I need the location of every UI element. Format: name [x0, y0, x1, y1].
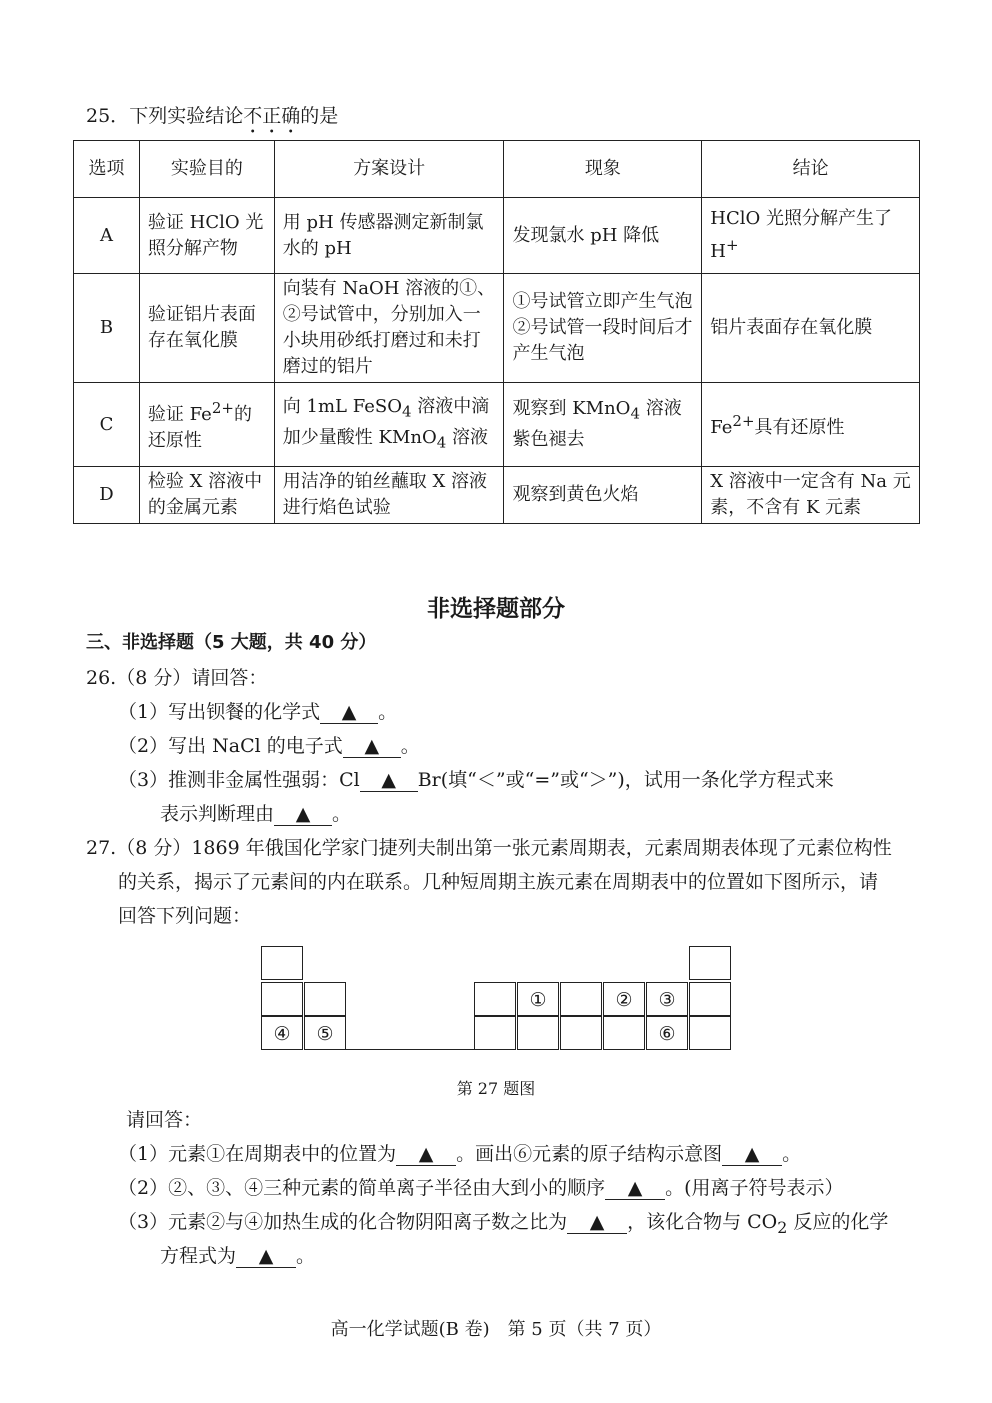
q27-sub2-end: 。(用离子符号表示） [665, 1177, 844, 1199]
q27-line3: 回答下列问题： [118, 905, 252, 927]
pt-cell-element-1: ① [517, 982, 559, 1016]
q26-part1-end: 。 [378, 701, 398, 723]
table-row [74, 383, 920, 467]
figure-caption: 第 27 题图 [456, 1079, 536, 1098]
q27-sub2-text: （2）②、③、④三种元素的简单离子半径由大到小的顺序 [118, 1177, 606, 1199]
table-row [74, 198, 920, 274]
q27-sub3-text: （3）元素②与④加热生成的化合物阴阳离子数之比为 [118, 1211, 568, 1233]
question-text: 下列实验结论 [129, 105, 244, 127]
design-cell: 用 pH 传感器测定新制氯水的 pH [274, 198, 504, 274]
design-cell: 用洁净的铂丝蘸取 X 溶液进行焰色试验 [274, 467, 504, 524]
q27-sub3-text-2: ，该化合物与 $CO_2$ 反应的化学 [627, 1211, 889, 1237]
pt-cell-element-4: ④ [261, 1016, 303, 1050]
q27-sub3-end: 。 [296, 1245, 316, 1267]
pt-cell [304, 982, 346, 1016]
header-conclusion: 结论 [702, 141, 920, 198]
q26-part3-text: （3）推测非金属性强弱：Cl [118, 769, 360, 791]
q27-sub1-text-2: 。画出⑥元素的原子结构示意图 [456, 1143, 723, 1165]
pt-cell [261, 946, 303, 980]
q27-sub3-equation-label: 方程式为 [160, 1245, 237, 1267]
q27-line2: 的关系，揭示了元素间的内在联系。几种短周期主族元素在周期表中的位置如下图所示，请 [118, 871, 879, 893]
option-cell: A [74, 198, 140, 274]
q27-sub1-end: 。 [782, 1143, 802, 1165]
pt-cell-element-5: ⑤ [304, 1016, 346, 1050]
q26-part3-reason: 表示判断理由 [160, 803, 275, 825]
pt-cell-element-3: ③ [646, 982, 688, 1016]
section-title: 非选择题部分 [427, 596, 565, 622]
q26-part2 [118, 729, 420, 763]
pt-cell [517, 1016, 559, 1050]
answer-blank[interactable]: ▲ [722, 1143, 782, 1166]
emphasized-text: 不正确 [243, 105, 301, 127]
pt-baseline [345, 1049, 475, 1050]
phenomenon-cell: 发现氯水 pH 降低 [504, 198, 702, 274]
answer-blank[interactable]: ▲ [605, 1177, 665, 1200]
question-number: 25． [86, 105, 130, 127]
pt-cell-element-2: ② [603, 982, 645, 1016]
answer-blank[interactable]: ▲ [320, 701, 378, 724]
q27-line1: 27.（8 分）1869 年俄国化学家门捷列夫制出第一张元素周期表，元素周期表体现了元素位构性 [86, 837, 892, 859]
pt-cell [689, 982, 731, 1016]
answer-blank[interactable]: ▲ [396, 1143, 456, 1166]
answer-blank[interactable]: ▲ [236, 1245, 296, 1268]
pt-cell [474, 1016, 516, 1050]
header-phenomenon: 现象 [504, 141, 702, 198]
header-design: 方案设计 [274, 141, 504, 198]
header-option: 选项 [74, 141, 140, 198]
table-header-row [74, 141, 920, 198]
table-row [74, 467, 920, 524]
q27-sub2 [118, 1171, 844, 1205]
phenomenon-cell: ①号试管立即产生气泡 ②号试管一段时间后才产生气泡 [504, 274, 702, 383]
q26-part1-text: （1）写出钡餐的化学式 [118, 701, 321, 723]
q26-part3-text-2: Br(填“＜”或“=”或“＞”)，试用一条化学方程式来 [417, 769, 834, 791]
pt-cell [689, 946, 731, 980]
purpose-cell: 检验 X 溶液中的金属元素 [139, 467, 274, 524]
pt-cell [261, 982, 303, 1016]
purpose-cell: 验证 $Fe^{2+}$的还原性 [139, 383, 274, 467]
pt-cell-element-6: ⑥ [646, 1016, 688, 1050]
phenomenon-cell: 观察到黄色火焰 [504, 467, 702, 524]
purpose-cell: 验证铝片表面存在氧化膜 [139, 274, 274, 383]
q27-sub1-text: （1）元素①在周期表中的位置为 [118, 1143, 397, 1165]
question-text-suffix: 的是 [300, 105, 339, 127]
q26-part3 [118, 763, 834, 797]
design-cell: 向装有 NaOH 溶液的①、②号试管中，分别加入一小块用砂纸打磨过和未打磨过的铝片 [274, 274, 504, 383]
q26-part3-cont [160, 797, 351, 831]
q27-sub3-cont [160, 1239, 315, 1273]
pt-cell [603, 1016, 645, 1050]
conclusion-cell: HClO 光照分解产生了 H+ [702, 198, 920, 274]
purpose-cell: 验证 HClO 光照分解产物 [139, 198, 274, 274]
design-cell: 向 1mL FeSO$_4$ 溶液中滴加少量酸性 KMnO$_4$ 溶液 [274, 383, 504, 467]
pt-cell [560, 982, 602, 1016]
q26-part1 [118, 695, 397, 729]
answer-blank[interactable]: ▲ [360, 769, 418, 792]
page-footer: 高一化学试题(B 卷) 第 5 页（共 7 页） [330, 1319, 662, 1340]
option-cell: D [74, 467, 140, 524]
q27-ask: 请回答： [126, 1109, 203, 1131]
conclusion-cell: 铝片表面存在氧化膜 [702, 274, 920, 383]
question-26-head: 26.（8 分）请回答： [86, 667, 268, 689]
pt-cell [689, 1016, 731, 1050]
part-heading: 三、非选择题（5 大题，共 40 分） [86, 632, 377, 653]
option-cell: B [74, 274, 140, 383]
question-25 [86, 101, 338, 138]
q26-part3-end: 。 [332, 803, 352, 825]
option-cell: C [74, 383, 140, 467]
pt-cell [474, 982, 516, 1016]
answer-blank[interactable]: ▲ [343, 735, 401, 758]
q27-sub1 [118, 1137, 801, 1171]
q26-part2-end: 。 [400, 735, 420, 757]
conclusion-cell: X 溶液中一定含有 Na 元素，不含有 K 元素 [702, 467, 920, 524]
header-purpose: 实验目的 [139, 141, 274, 198]
answer-blank[interactable]: ▲ [274, 803, 332, 826]
pt-cell [560, 1016, 602, 1050]
phenomenon-cell: 观察到 KMnO$_4$ 溶液紫色褪去 [504, 383, 702, 467]
experiment-table [73, 140, 920, 524]
table-row [74, 274, 920, 383]
conclusion-cell: $Fe^{2+}$具有还原性 [702, 383, 920, 467]
answer-blank[interactable]: ▲ [567, 1211, 627, 1234]
q26-part2-text: （2）写出 NaCl 的电子式 [118, 735, 343, 757]
